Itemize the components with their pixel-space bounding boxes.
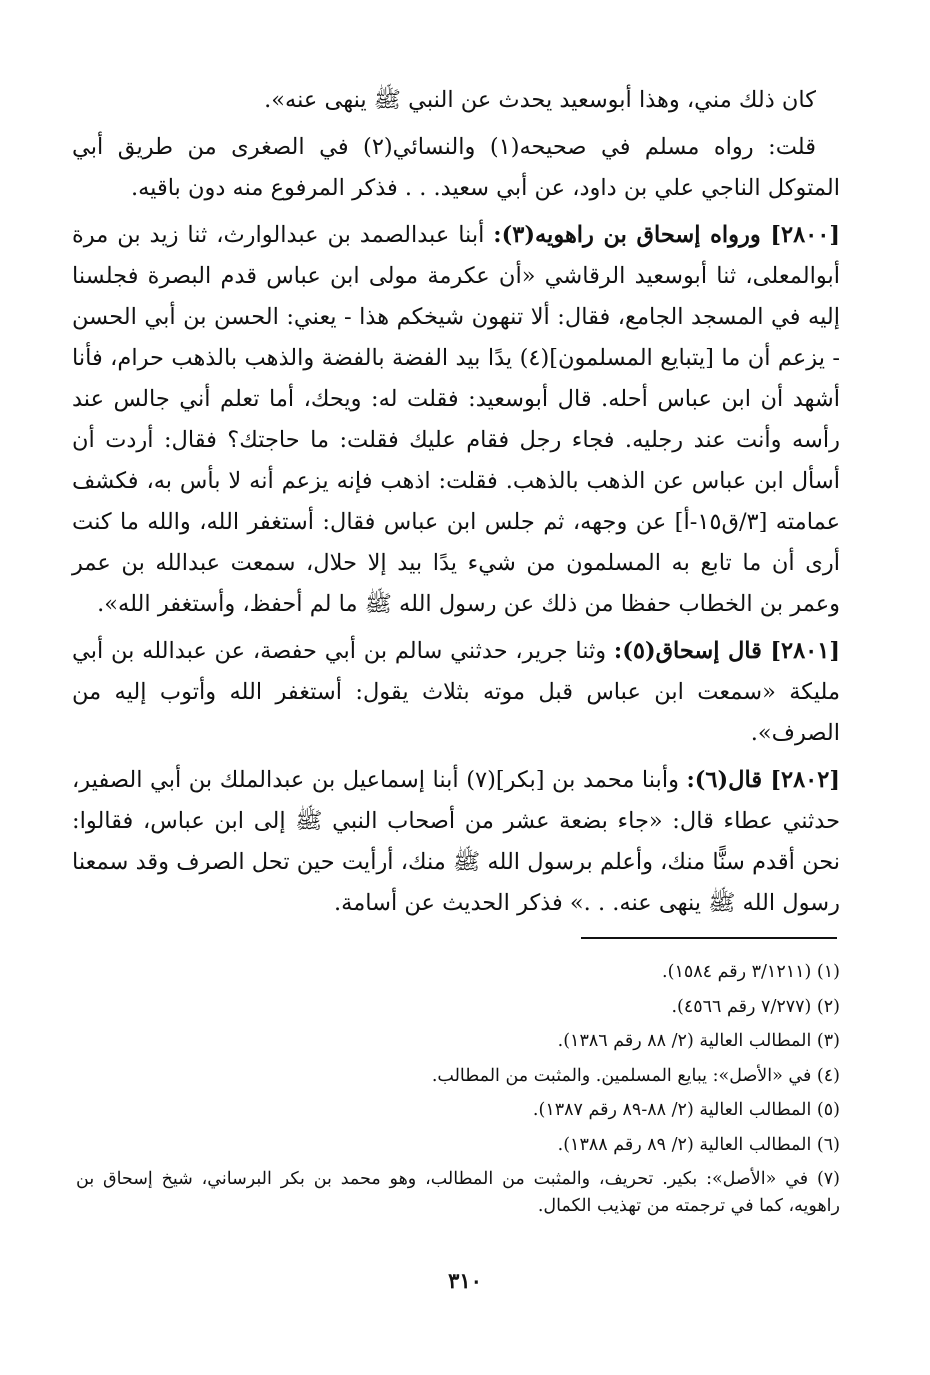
footnote-divider [581, 937, 837, 939]
hadith-heading: [٢٨٠٠] ورواه إسحاق بن راهويه(٣): [493, 222, 840, 248]
paragraph-text: وثنا جرير، حدثني سالم بن أبي حفصة، عن عبدالله بن أبي مليكة «سمعت ابن عباس قبل موته بثلاث يقول: أستغفر الله وأتوب إليه من الصرف». [72, 638, 840, 746]
footnote-1: (١) (٣/١٢١١ رقم ١٥٨٤). [662, 962, 840, 982]
paragraph-text: قلت: رواه مسلم في صحيحه(١) والنسائي(٢) في الصغرى من طريق أبي المتوكل الناجي علي بن داود، عن أبي سعيد. . . فذكر المرفوع منه دون باقيه. [72, 134, 840, 201]
hadith-2801 [72, 631, 840, 754]
paragraph-continuation [72, 80, 840, 121]
hadith-heading: [٢٨٠١] قال إسحاق(٥): [613, 638, 840, 664]
paragraph-text: كان ذلك مني، وهذا أبوسعيد يحدث عن النبي ﷺ ينهى عنه». [264, 87, 816, 113]
footnotes [76, 955, 840, 1220]
footnote-2: (٢) (٧/٢٧٧ رقم ٤٥٦٦). [671, 996, 840, 1017]
footnote-3: (٣) المطالب العالية (٢/ ٨٨ رقم ١٣٨٦). [557, 1031, 840, 1051]
paragraph-commentary [72, 127, 840, 209]
footnote-6: (٦) المطالب العالية (٢/ ٨٩ رقم ١٣٨٨). [557, 1134, 840, 1155]
hadith-2802 [72, 760, 840, 924]
paragraph-text: وأبنا محمد بن [بكر](٧) أبنا إسماعيل بن عبدالملك بن أبي الصفير، حدثني عطاء قال: «جاء بضعة عشر من أصحاب النبي ﷺ إلى ابن عباس، فقالوا: نحن أقدم سنًّا منك، وأعلم برسول الله ﷺ منك، أرأيت حين تحل الصرف وقد سمعنا رسول الله ﷺ ينهى عنه. . .» فذكر الحديث عن أسامة. [72, 767, 840, 916]
hadith-2800 [72, 215, 840, 625]
page-number: ٣١٠ [448, 1268, 482, 1293]
footnote-5: (٥) المطالب العالية (٢/ ٨٨-٨٩ رقم ١٣٨٧). [532, 1100, 840, 1120]
footnote-4: (٤) في «الأصل»: يبايع المسلمين. والمثبت من المطالب. [431, 1065, 840, 1086]
footnote-7: (٧) في «الأصل»: بكير. تحريف، والمثبت من المطالب، وهو محمد بن بكر البرساني، شيخ إسحاق بن راهويه، كما في ترجمته من تهذيب الكمال. [76, 1169, 840, 1216]
main-text [72, 80, 840, 930]
paragraph-text: أبنا عبدالصمد بن عبدالوارث، ثنا زيد بن مرة أبوالمعلى، ثنا أبوسعيد الرقاشي «أن عكرمة مولى ابن عباس قدم البصرة فجلسنا إليه في المسجد الجامع، فقال: ألا تنهون شيخكم هذا - يعني: الحسن بن أبي الحسن - يزعم أن ما [يتبايع المسلمون](٤) يدًا بيد الفضة بالفضة والذهب بالذهب حرام، فأنا أشهد أن ابن عباس أحله. قال أبوسعيد: فقلت له: ويحك، أما تعلم أني جالس عند رأسه وأنت عند رجليه. فجاء رجل فقام عليك فقلت: ما حاجتك؟ فقال: أردت أن أسأل ابن عباس عن الذهب بالذهب. فقلت: اذهب فإنه يزعم أنه لا بأس به، فكشف عمامته [٣/ق١٥-أ] عن وجهه، ثم جلس ابن عباس فقال: أستغفر الله، والله ما كنت أرى أن ما تابع به المسلمون من شيء يدًا بيد إلا حلال، سمعت عبدالله بن عمر وعمر بن الخطاب حفظا من ذلك عن رسول الله ﷺ ما لم أحفظ، وأستغفر الله». [72, 222, 841, 617]
hadith-heading: [٢٨٠٢] قال(٦): [686, 767, 840, 793]
